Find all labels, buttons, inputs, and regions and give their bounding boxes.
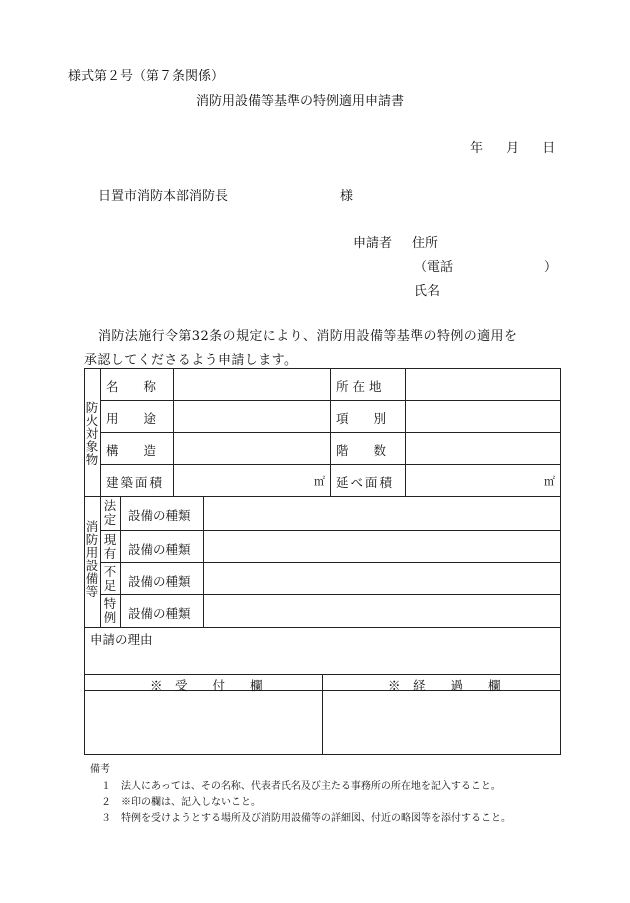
row-existing-tag: 現有 (103, 532, 117, 561)
note-item-2: ２ ※印の欄は、記入しないこと。 (101, 797, 261, 808)
phone-close: ） (544, 260, 558, 275)
reason-label: 申請の理由 (90, 632, 153, 647)
form-number: 様式第２号（第７条関係） (68, 69, 225, 84)
building-area-unit: ㎡ (314, 475, 325, 488)
receipt-header: ※ 受 付 欄 (150, 678, 263, 693)
row-building-area-label: 建築面積 (106, 475, 165, 490)
note-item-1: １ 法人にあっては、その名称、代表者氏名及び主たる事務所の所在地を記入すること。 (101, 781, 501, 792)
row-category-label: 項 別 (336, 411, 387, 426)
row-usage-label: 用 途 (106, 411, 157, 426)
address-label: 住所 (412, 236, 439, 251)
addressee-honorific: 様 (340, 189, 354, 204)
section-equipment-label: 消防用設備等 (85, 519, 99, 599)
row-special-tag: 特例 (103, 596, 117, 625)
document-title: 消防用設備等基準の特例適用申請書 (196, 94, 405, 109)
notes-heading: 備考 (90, 764, 110, 775)
name-label: 氏名 (414, 284, 441, 299)
row-shortage-tag: 不足 (103, 564, 117, 593)
row-existing-label: 設備の種類 (128, 542, 191, 557)
row-shortage-label: 設備の種類 (128, 574, 191, 589)
phone-label: （電話 (414, 260, 454, 275)
row-structure-label: 構 造 (106, 443, 157, 458)
section-building-label: 防火対象物 (85, 400, 99, 467)
row-legal-tag: 法定 (103, 498, 117, 527)
row-total-area-label: 延べ面積 (336, 475, 395, 490)
total-area-unit: ㎡ (544, 475, 555, 488)
addressee-name: 日置市消防本部消防長 (98, 189, 229, 204)
row-special-label: 設備の種類 (128, 606, 191, 621)
body-line-1: 消防法施行令第32条の規定により、消防用設備等基準の特例の適用を (98, 329, 518, 344)
body-line-2: 承認してくださるよう申請します。 (84, 353, 298, 368)
row-location-label: 所 在 地 (336, 379, 382, 394)
row-legal-label: 設備の種類 (128, 508, 191, 523)
row-name-label: 名 称 (106, 379, 157, 394)
progress-header: ※ 経 過 欄 (388, 678, 501, 693)
note-item-3: ３ 特例を受けようとする場所及び消防用設備等の詳細図、付近の略図等を添付すること。 (101, 813, 511, 824)
applicant-label: 申請者 (353, 236, 393, 251)
row-floors-label: 階 数 (336, 443, 387, 458)
date-line: 年 月 日 (470, 141, 556, 156)
